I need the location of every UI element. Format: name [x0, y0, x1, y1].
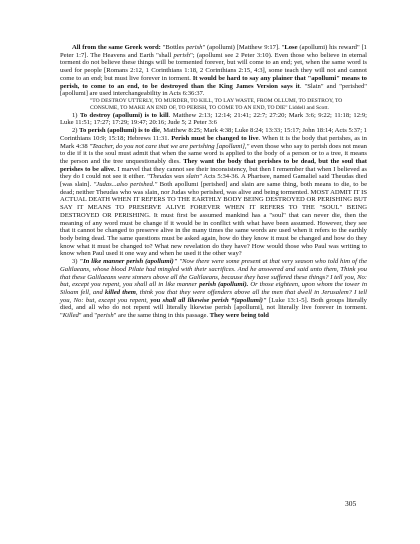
- paragraph-destroy: 1) To destroy (apollumi) is to kill. Matthew 2:13; 12:14; 21:41; 22:7; 27:20; Mark 3:6; 9:22; 11:18; 12:9; Luke 11:51; 17:27; 17:29; 19:47; 20:16; Jude 5; 2 Peter 3:6: [60, 111, 367, 127]
- paragraph-like-manner: 3) "In like manner perish (apollumi)" "Now there were some present at that very season who told him of the Galilaeans, whose blood Pilate had mingled with their sacrifices. And he answered and said unto them, Think you that these Galilaeans were sinners above all the Galilaeans, because they have suffered these things? I tell you, No: but, except you repent, you shall all in like manner perish (apollumi). Or those eighteen, upon whom the tower in Siloam fell, and killed them, think you that they were offenders above all the men that dwell in Jerusalem? I tell you, No: but, except you repent, you shall all likewise perish *(apollumi)" [Luke 13:1-5]. Both groups literally died, and all who do not repent will literally likewise perish [apollumi], not literally live forever in torment. "Killed" and "perish" are the same thing in this passage. They were being told: [60, 258, 368, 320]
- lead-phrase: All from the same Greek word:: [72, 44, 161, 51]
- body-text: [60, 44, 367, 320]
- paragraph-greek-word: All from the same Greek word: "Bottles perish" (apollumi) [Matthew 9:17]. "Lose (apollumi) his reward" [1 Peter 1:7]. The Heavens and Earth "shall perish"; (apollumi see 2 Peter 3:10). Even those who believe in eternal torment do not believe these things will be tormented forever, but will come to an end; yet, when the same word is used for people [Romans 2:12, 1 Corinthians 1:18, 2 Corinthians 2:15, 4:3], some teach they will not and cannot come to an end; but must live forever in torment. It would be hard to say any plainer that "apollumi" means to perish, to come to an end, to be destroyed than the King James Version says it. "Slain" and "perished" [apollumi] are used interchangeability in Acts 6:36:37.: [60, 44, 368, 98]
- definition-quote: "TO DESTROY UTTERLY, TO MURDER, TO KILL, TO LAY WASTE, FROM OLLUMI, TO DESTROY, TO CONSUME, TO MAKE AN END OF, TO PERISH, TO COME TO AN END, TO DIE" Liddell and Scott.: [90, 97, 343, 111]
- page-number: 305: [345, 499, 357, 508]
- paragraph-perish: 2) To perish (apollumi) is to die, Matthew 8:25; Mark 4:38; Luke 8:24; 13:33; 15:17; John 18:14; Acts 5:37; 1 Corinthians 10:9; 15:18; Hebrews 11:31. Perish must be changed to live. When it is the body that perishes, as in Mark 4:38 "Teacher, do you not care that we are perishing [apollumi]," even those who say to perish does not mean to die if it is the soul must admit that when the same word is applied to the body of a person or to a tree, it means the person and the tree unquestionably dies. They want the body that perishes to be dead, but the soul that perishes to be alive. I marvel that they cannot see their inconsistency, but then I remember that when I believed as they do I could not see it either. "Theudas was slain" Acts 5:34-36. A Pharisee, named Gamaliel said Theudas died [was slain]. "Judas...also perished." Both apollumi [perished] and slain are same thing, both means to die, to be dead; neither Theudas who was slain, nor Judas who perished, was alive and being tormented. MOST ADMIT IT IS ACTUAL DEATH WHEN IT REFERS TO THE EARTHLY BODY BEING DESTROYED OR PERISHING BUT SAY IT MEANS TO PRESERVE ALIVE FOREVER WHEN IT REFERS TO THE "SOUL" BEING DESTROYED OR PERISHING. It must first be assumed mankind has a "soul" that can never die, then the meaning of any word must be change if it would be in conflict with what have been assumed. However, they see that it cannot be changed to preserve alive in the many times the same words are used when it refers to the earthly body being dead. The same questions must be asked again, how do they know it must be changed and how do they know what it must be changed to? What new revelation do they have? How would those who Paul was writing to know when Paul used it one way and when he used it the other way?: [60, 127, 368, 258]
